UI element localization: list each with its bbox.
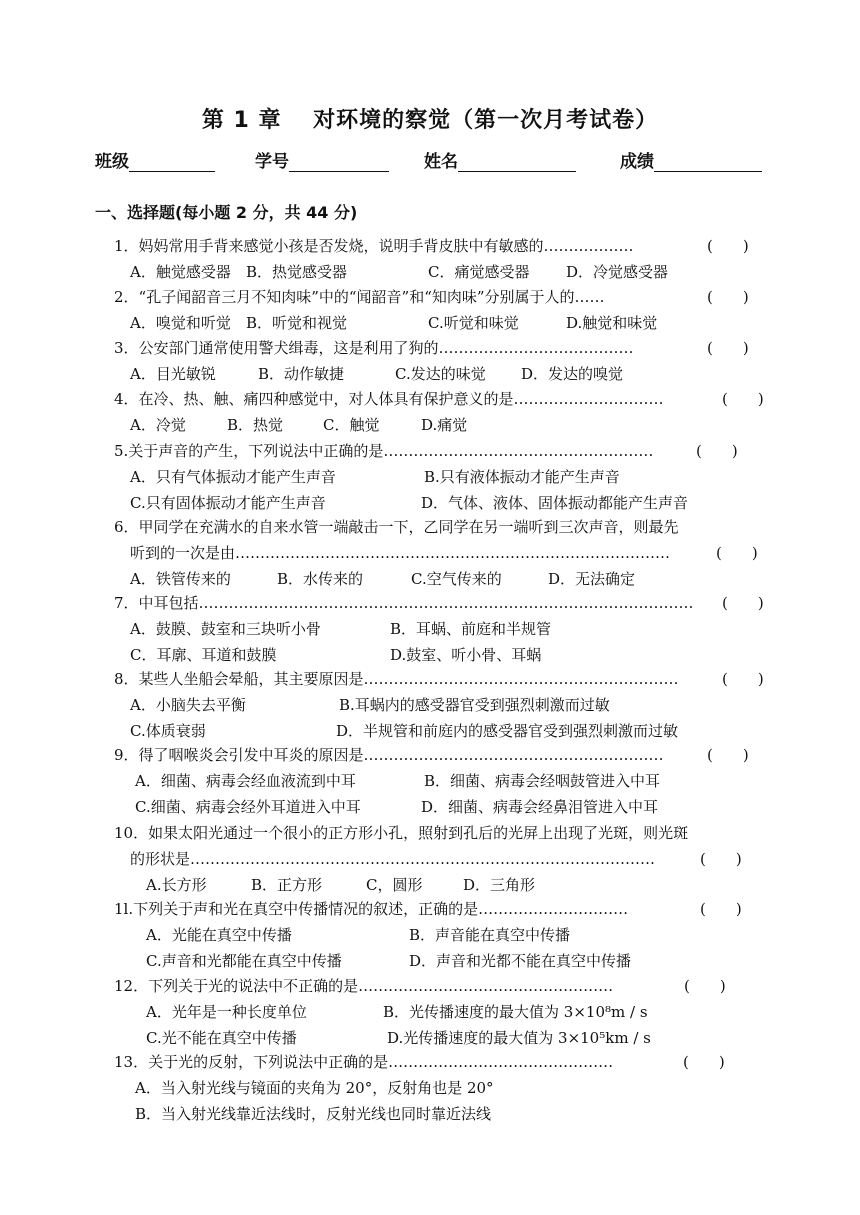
question-stem-line: [0, 897, 860, 923]
answer-option[interactable]: D．无法确定: [548, 569, 636, 588]
student-id-blank[interactable]: [289, 153, 389, 172]
option-row: [0, 567, 860, 593]
answer-blank[interactable]: ( ): [707, 746, 749, 764]
question-stem-line: [0, 591, 860, 617]
question-7: [0, 591, 860, 668]
option-row: [0, 1102, 860, 1128]
answer-option[interactable]: D.触觉和味觉: [566, 313, 658, 332]
answer-option[interactable]: A．触觉感受器: [130, 262, 231, 281]
question-stem-line: [0, 515, 860, 541]
answer-option[interactable]: B．声音能在真空中传播: [409, 925, 571, 944]
question-stem-line: [0, 974, 860, 1000]
answer-option[interactable]: B.只有液体振动才能产生声音: [424, 467, 620, 486]
question-stem-text: 10．如果太阳光通过一个很小的正方形小孔，照射到孔后的光屏上出现了光斑，则光斑: [114, 824, 689, 842]
answer-option[interactable]: D．细菌、病毒会经鼻泪管进入中耳: [421, 797, 659, 816]
question-stem-text: 的形状是…………………………………………………………………………………: [130, 849, 656, 868]
question-13: [0, 1050, 860, 1127]
answer-blank[interactable]: ( ): [696, 442, 738, 460]
question-4: [0, 387, 860, 439]
answer-option[interactable]: C.光不能在真空中传播: [146, 1028, 297, 1047]
answer-option[interactable]: B．热觉感受器: [246, 262, 348, 281]
answer-option[interactable]: C.细菌、病毒会经外耳道进入中耳: [135, 797, 361, 816]
question-stem-text: 5.关于声音的产生，下列说法中正确的是………………………………………………: [114, 442, 654, 460]
option-row: [0, 465, 860, 491]
answer-option[interactable]: B.耳蜗内的感受器官受到强烈刺激而过敏: [339, 695, 610, 714]
answer-option[interactable]: B．光传播速度的最大值为 3×10⁸m / s: [383, 1002, 648, 1021]
answer-option[interactable]: A．光年是一种长度单位: [146, 1002, 307, 1021]
score-blank[interactable]: [654, 153, 762, 172]
answer-option[interactable]: A．冷觉: [130, 415, 186, 434]
question-stem-text: 12．下列关于光的说法中不正确的是……………………………………………: [114, 977, 614, 995]
option-row: [0, 491, 860, 517]
question-1: [0, 234, 860, 286]
question-stem-text: 13．关于光的反射，下列说法中正确的是………………………………………: [114, 1053, 614, 1071]
option-row: [0, 643, 860, 669]
answer-option[interactable]: B．当入射光线靠近法线时，反射光线也同时靠近法线: [135, 1104, 492, 1123]
answer-option[interactable]: A.长方形: [146, 875, 207, 894]
answer-option[interactable]: D．气体、液体、固体振动都能产生声音: [421, 493, 689, 512]
answer-option[interactable]: B．动作敏捷: [258, 364, 345, 383]
answer-option[interactable]: C．触觉: [323, 415, 380, 434]
question-5: [0, 439, 860, 516]
question-3: [0, 336, 860, 388]
question-11: [0, 897, 860, 974]
answer-blank[interactable]: ( ): [700, 900, 742, 918]
answer-option[interactable]: B．水传来的: [277, 569, 364, 588]
question-stem-line: [0, 743, 860, 769]
answer-option[interactable]: D．三角形: [463, 875, 536, 894]
answer-option[interactable]: C，圆形: [366, 875, 423, 894]
option-row: [0, 362, 860, 388]
question-stem-text: 3．公安部门通常使用警犬缉毒，这是利用了狗的…………………………………: [114, 339, 634, 357]
question-stem-line: [0, 439, 860, 465]
option-row: [0, 719, 860, 745]
answer-option[interactable]: C．痛觉感受器: [428, 262, 530, 281]
score-field: 成绩: [620, 147, 762, 172]
option-row: [0, 311, 860, 337]
question-stem-line: [0, 667, 860, 693]
answer-option[interactable]: D．声音和光都不能在真空中传播: [409, 951, 632, 970]
question-6: [0, 515, 860, 592]
answer-option[interactable]: D.鼓室、听小骨、耳蜗: [390, 645, 542, 664]
page-title: 第 1 章 对环境的察觉（第一次月考试卷）: [201, 108, 659, 133]
answer-option[interactable]: A．鼓膜、鼓室和三块听小骨: [130, 619, 321, 638]
question-2: [0, 285, 860, 337]
question-stem-line: [0, 847, 860, 873]
answer-blank[interactable]: ( ): [716, 543, 758, 562]
section-heading: 一、选择题(每小题 2 分，共 44 分): [95, 203, 358, 222]
name-blank[interactable]: [458, 153, 576, 172]
answer-option[interactable]: A．嗅觉和听觉: [130, 313, 231, 332]
answer-option[interactable]: A．当入射光线与镜面的夹角为 20°，反射角也是 20°: [135, 1078, 494, 1097]
question-stem-text: 6．甲同学在充满水的自来水管一端敲击一下，乙同学在另一端听到三次声音，则最先: [114, 518, 679, 536]
answer-option[interactable]: C.听觉和味觉: [428, 313, 519, 332]
question-stem-text: 9．得了咽喉炎会引发中耳炎的原因是……………………………………………………: [114, 746, 664, 764]
student-id-field: 学号: [255, 147, 389, 172]
answer-option[interactable]: C.只有固体振动才能产生声音: [130, 493, 326, 512]
answer-option[interactable]: A．细菌、病毒会经血液流到中耳: [135, 771, 356, 790]
option-row: [0, 693, 860, 719]
answer-option[interactable]: C.发达的味觉: [395, 364, 486, 383]
question-8: [0, 667, 860, 744]
answer-option[interactable]: D．发达的嗅觉: [521, 364, 624, 383]
answer-option[interactable]: A．铁管传来的: [130, 569, 231, 588]
answer-blank[interactable]: ( ): [722, 670, 764, 688]
question-stem-text: 听到的一次是由……………………………………………………………………………: [130, 543, 671, 562]
question-stem-line: [0, 387, 860, 413]
option-row: [0, 413, 860, 439]
answer-blank[interactable]: ( ): [700, 849, 742, 868]
question-stem-text: 2．“孔子闻韶音三月不知肉味”中的“闻韶音”和“知肉味”分别属于人的……: [114, 288, 605, 306]
answer-blank[interactable]: ( ): [722, 594, 764, 612]
option-row: [0, 873, 860, 899]
answer-blank[interactable]: ( ): [722, 390, 764, 408]
answer-option[interactable]: B．听觉和视觉: [246, 313, 348, 332]
answer-option[interactable]: A．小脑失去平衡: [130, 695, 246, 714]
answer-option[interactable]: D.光传播速度的最大值为 3×10⁵km / s: [387, 1028, 651, 1047]
class-field: 班级: [95, 147, 215, 172]
question-12: [0, 974, 860, 1051]
option-row: [0, 260, 860, 286]
answer-blank[interactable]: ( ): [707, 237, 749, 255]
answer-option[interactable]: D．冷觉感受器: [566, 262, 669, 281]
answer-blank[interactable]: ( ): [707, 339, 749, 357]
answer-option[interactable]: B．热觉: [227, 415, 284, 434]
question-stem-text: 4．在冷、热、触、痛四种感觉中，对人体具有保护意义的是…………………………: [114, 390, 664, 408]
option-row: [0, 949, 860, 975]
question-10: [0, 821, 860, 898]
option-row: [0, 1000, 860, 1026]
question-stem-text: 7．中耳包括………………………………………………………………………………………: [114, 594, 694, 612]
answer-option[interactable]: C.声音和光都能在真空中传播: [146, 951, 342, 970]
answer-option[interactable]: B．耳蜗、前庭和半规管: [390, 619, 552, 638]
answer-option[interactable]: A．光能在真空中传播: [146, 925, 292, 944]
option-row: [0, 795, 860, 821]
answer-option[interactable]: B．正方形: [251, 875, 323, 894]
option-row: [0, 1076, 860, 1102]
question-stem-line: [0, 234, 860, 260]
answer-option[interactable]: D.痛觉: [421, 415, 468, 434]
answer-option[interactable]: C．耳廓、耳道和鼓膜: [130, 645, 277, 664]
question-stem-line: [0, 821, 860, 847]
name-field: 姓名: [424, 147, 576, 172]
answer-option[interactable]: B．细菌、病毒会经咽鼓管进入中耳: [424, 771, 661, 790]
answer-blank[interactable]: ( ): [683, 1053, 725, 1071]
option-row: [0, 617, 860, 643]
question-9: [0, 743, 860, 820]
question-stem-line: [0, 336, 860, 362]
class-blank[interactable]: [129, 153, 215, 172]
answer-option[interactable]: C.体质衰弱: [130, 721, 206, 740]
answer-option[interactable]: D．半规管和前庭内的感受器官受到强烈刺激而过敏: [336, 721, 679, 740]
answer-blank[interactable]: ( ): [684, 977, 726, 995]
question-stem-text: 1．妈妈常用手背来感觉小孩是否发烧，说明手背皮肤中有敏感的………………: [114, 237, 634, 255]
answer-option[interactable]: A．只有气体振动才能产生声音: [130, 467, 336, 486]
question-stem-line: [0, 1050, 860, 1076]
option-row: [0, 923, 860, 949]
option-row: [0, 1026, 860, 1052]
answer-blank[interactable]: ( ): [707, 288, 749, 306]
question-stem-line: [0, 285, 860, 311]
question-stem-text: 1l.下列关于声和光在真空中传播情况的叙述，正确的是…………………………: [114, 900, 629, 918]
option-row: [0, 769, 860, 795]
answer-option[interactable]: C.空气传来的: [411, 569, 502, 588]
answer-option[interactable]: A．目光敏锐: [130, 364, 216, 383]
question-stem-line: [0, 541, 860, 567]
question-stem-text: 8．某些人坐船会晕船，其主要原因是………………………………………………………: [114, 670, 679, 688]
